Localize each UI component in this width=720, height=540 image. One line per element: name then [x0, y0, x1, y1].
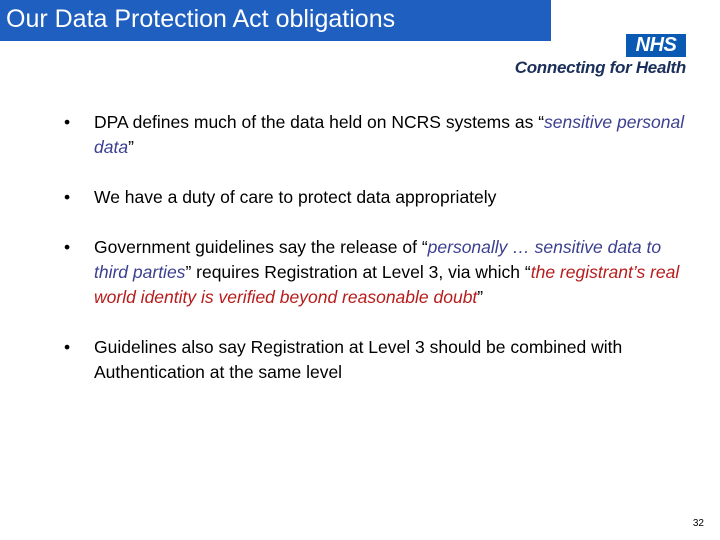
bullet-text: Guidelines also say Registration at Level 3 should be combined with Authentication at the same level: [94, 337, 623, 382]
bullet-marker: •: [64, 337, 71, 357]
slide-title: Our Data Protection Act obligations: [6, 5, 396, 33]
bullet-emphasis: personally … sensitive data to third parties: [94, 237, 662, 282]
bullet-item: [64, 110, 694, 160]
bullet-text: ” requires Registration at Level 3, via which “: [185, 262, 531, 282]
title-bar: [0, 0, 551, 41]
bullet-marker: •: [64, 187, 71, 207]
page-number: 32: [692, 518, 704, 529]
bullet-text: DPA defines much of the data held on NCRS systems as: [94, 112, 539, 132]
nhs-logo-mark: NHS: [626, 34, 686, 57]
bullet-text: ”: [477, 287, 484, 307]
bullet-text-quote-close: ”: [128, 137, 134, 157]
bullet-text-quote-open: “: [538, 112, 545, 132]
bullet-text: We have a duty of care to protect data appropriately: [94, 187, 497, 207]
bullet-emphasis-red: the registrant’s real world identity is verified beyond reasonable doubt: [94, 262, 680, 307]
bullet-text: Government guidelines say the release of “: [94, 237, 428, 257]
nhs-logo: [494, 34, 690, 82]
bullet-item: [64, 235, 694, 310]
bullet-list: [64, 110, 694, 385]
bullet-marker: •: [64, 112, 71, 132]
bullet-emphasis: sensitive personal data: [94, 112, 685, 157]
nhs-logo-tagline: Connecting for Health: [514, 58, 686, 77]
bullet-item: [64, 335, 694, 385]
bullet-item: [64, 185, 694, 210]
bullet-marker: •: [64, 237, 71, 257]
